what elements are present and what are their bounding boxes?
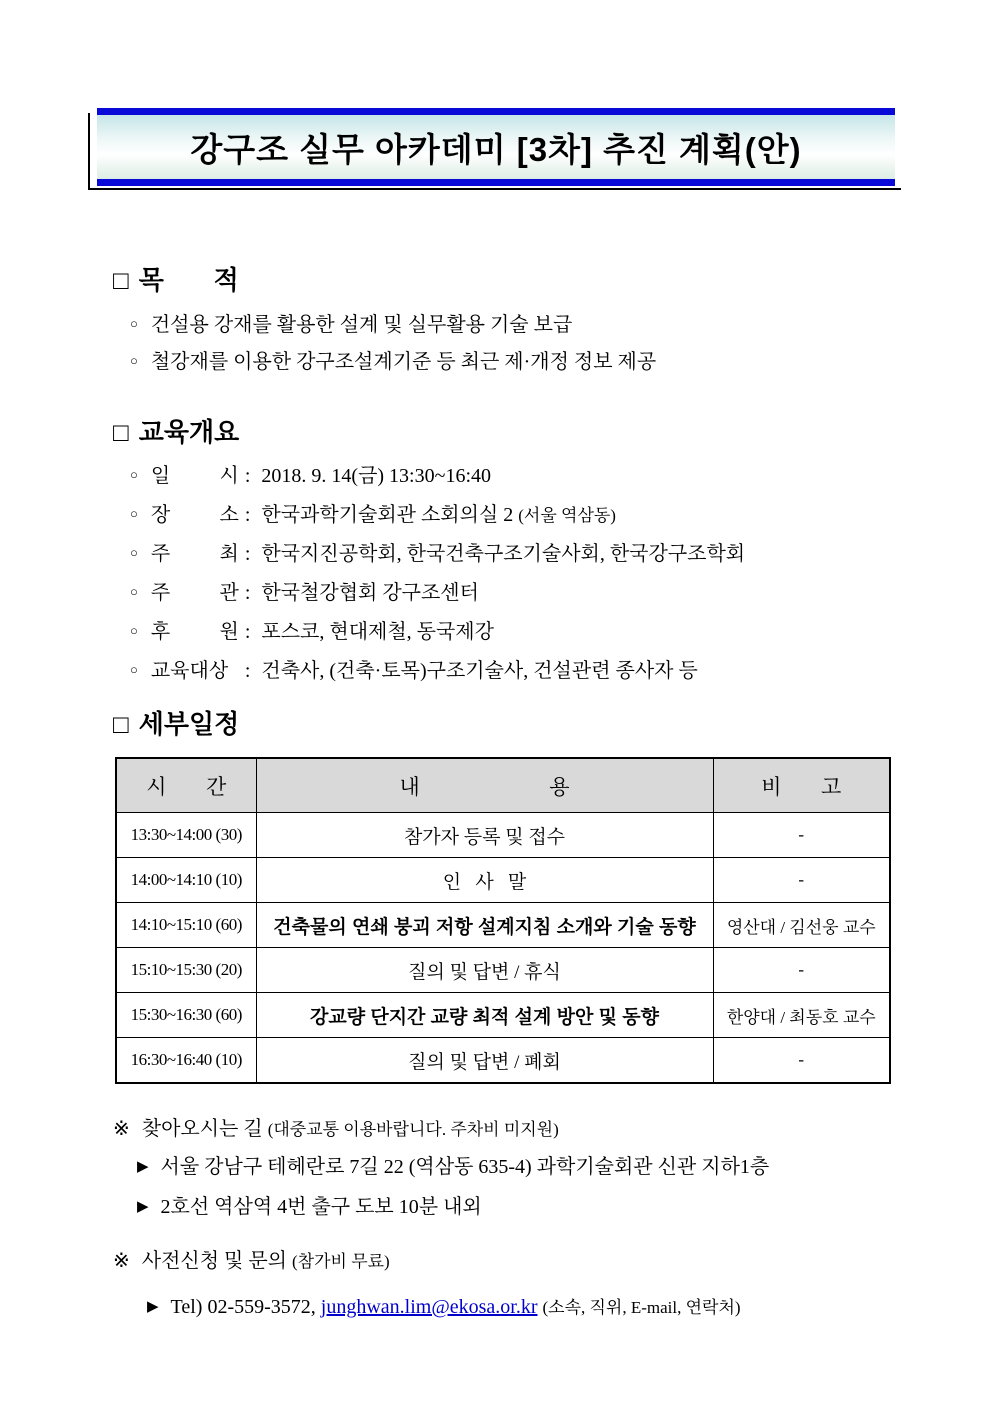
banner-bottom-bar (97, 179, 895, 186)
overview-list (130, 456, 745, 690)
col-header-note: 비 고 (713, 758, 890, 813)
label-separator: : (244, 504, 251, 526)
overview-item-audience (130, 651, 745, 690)
section-heading-schedule (113, 704, 239, 741)
overview-label: 일 시 (150, 465, 239, 487)
cell-note: - (713, 813, 890, 858)
purpose-list (130, 306, 656, 380)
schedule-table (115, 757, 891, 1084)
reference-mark-icon: ※ (113, 1118, 130, 1140)
cell-note: 영산대 / 김선웅 교수 (713, 903, 890, 948)
overview-heading-label: 교육개요 (138, 417, 240, 447)
table-header-row (116, 758, 890, 813)
table-row (116, 903, 890, 948)
overview-label: 장 소 (150, 504, 239, 526)
col-header-content: 내 용 (256, 758, 713, 813)
purpose-item-text: 철강재를 이용한 강구조설계기준 등 최근 제·개정 정보 제공 (150, 351, 657, 373)
telephone-number: Tel) 02-559-3572, (170, 1296, 316, 1318)
directions-title (113, 1112, 769, 1147)
schedule-heading-label: 세부일정 (138, 709, 240, 739)
table-row (116, 993, 890, 1038)
cell-note: - (713, 948, 890, 993)
cell-time: 16:30~16:40 (10) (116, 1038, 256, 1084)
directions-item (137, 1187, 769, 1227)
cell-note: - (713, 858, 890, 903)
triangle-bullet-icon: ▶ (137, 1159, 149, 1175)
circle-bullet-icon: ○ (130, 316, 138, 331)
overview-value: 포스코, 현대제철, 동국제강 (261, 621, 494, 643)
triangle-bullet-icon: ▶ (147, 1299, 159, 1315)
circle-bullet-icon: ○ (130, 584, 138, 599)
overview-label: 주 최 (150, 543, 239, 565)
email-link[interactable]: junghwan.lim@ekosa.or.kr (320, 1296, 538, 1318)
overview-item-hosts (130, 534, 745, 573)
directions-item-text: 2호선 역삼역 4번 출구 도보 10분 내외 (160, 1196, 482, 1218)
purpose-item (130, 343, 656, 380)
label-separator: : (244, 621, 251, 643)
label-separator: : (244, 660, 251, 682)
registration-suffix: (소속, 직위, E-mail, 연락처) (542, 1298, 741, 1317)
directions-title-note: (대중교통 이용바랍니다. 주차비 미지원) (267, 1120, 559, 1139)
label-separator: : (244, 582, 251, 604)
overview-value: 한국지진공학회, 한국건축구조기술사회, 한국강구조학회 (261, 543, 746, 565)
cell-time: 14:10~15:10 (60) (116, 903, 256, 948)
overview-label: 후 원 (150, 621, 239, 643)
overview-item-venue (130, 495, 745, 534)
section-heading-purpose (113, 260, 239, 297)
circle-bullet-icon: ○ (130, 467, 138, 482)
purpose-heading-label: 목 적 (138, 265, 239, 295)
overview-value: 건축사, (건축·토목)구조기술사, 건설관련 종사자 등 (261, 660, 698, 682)
directions-item (137, 1147, 769, 1187)
registration-title (113, 1244, 741, 1279)
overview-value: 한국철강협회 강구조센터 (261, 582, 479, 604)
cell-content: 인 사 말 (256, 858, 713, 903)
overview-value-note: (서울 역삼동) (518, 506, 616, 525)
banner-shadow-bottom (88, 188, 901, 190)
purpose-item-text: 건설용 강재를 활용한 설계 및 실무활용 기술 보급 (150, 314, 573, 336)
label-separator: : (244, 465, 251, 487)
section-heading-overview (113, 412, 239, 449)
overview-item-organizer (130, 573, 745, 612)
square-bullet-icon: □ (113, 709, 129, 739)
banner-top-bar (97, 108, 895, 115)
banner-body (97, 115, 895, 179)
table-row (116, 1038, 890, 1084)
overview-item-datetime (130, 456, 745, 495)
cell-content: 건축물의 연쇄 붕괴 저항 설계지침 소개와 기술 동향 (256, 903, 713, 948)
cell-content: 참가자 등록 및 접수 (256, 813, 713, 858)
banner-shadow-left (88, 113, 90, 190)
overview-label: 교육대상 (150, 660, 229, 682)
overview-value: 2018. 9. 14(금) 13:30~16:40 (261, 465, 491, 487)
title-banner (97, 108, 895, 186)
circle-bullet-icon: ○ (130, 662, 138, 677)
circle-bullet-icon: ○ (130, 506, 138, 521)
registration-contact-line (147, 1287, 741, 1328)
cell-content: 질의 및 답변 / 폐회 (256, 1038, 713, 1084)
overview-label: 주 관 (150, 582, 239, 604)
cell-content: 질의 및 답변 / 휴식 (256, 948, 713, 993)
directions-item-text: 서울 강남구 테헤란로 7길 22 (역삼동 635-4) 과학기술회관 신관 지하1층 (160, 1156, 770, 1178)
col-header-time: 시 간 (116, 758, 256, 813)
cell-time: 13:30~14:00 (30) (116, 813, 256, 858)
triangle-bullet-icon: ▶ (137, 1199, 149, 1215)
overview-item-sponsors (130, 612, 745, 651)
table-row (116, 858, 890, 903)
cell-content: 강교량 단지간 교량 최적 설계 방안 및 동향 (256, 993, 713, 1038)
registration-title-note: (참가비 무료) (292, 1252, 390, 1271)
cell-time: 15:30~16:30 (60) (116, 993, 256, 1038)
reference-mark-icon: ※ (113, 1250, 130, 1272)
circle-bullet-icon: ○ (130, 545, 138, 560)
purpose-item (130, 306, 656, 343)
circle-bullet-icon: ○ (130, 353, 138, 368)
directions-section (113, 1112, 769, 1227)
registration-section (113, 1244, 741, 1328)
square-bullet-icon: □ (113, 417, 129, 447)
label-separator: : (244, 543, 251, 565)
circle-bullet-icon: ○ (130, 623, 138, 638)
overview-value: 한국과학기술회관 소회의실 2 (261, 504, 514, 526)
cell-time: 14:00~14:10 (10) (116, 858, 256, 903)
table-row (116, 948, 890, 993)
registration-title-text: 사전신청 및 문의 (141, 1250, 288, 1272)
directions-title-text: 찾아오시는 길 (141, 1118, 263, 1140)
table-row (116, 813, 890, 858)
cell-time: 15:10~15:30 (20) (116, 948, 256, 993)
square-bullet-icon: □ (113, 265, 129, 295)
cell-note: 한양대 / 최동호 교수 (713, 993, 890, 1038)
page-title: 강구조 실무 아카데미 [3차] 추진 계획(안) (190, 130, 802, 168)
cell-note: - (713, 1038, 890, 1084)
